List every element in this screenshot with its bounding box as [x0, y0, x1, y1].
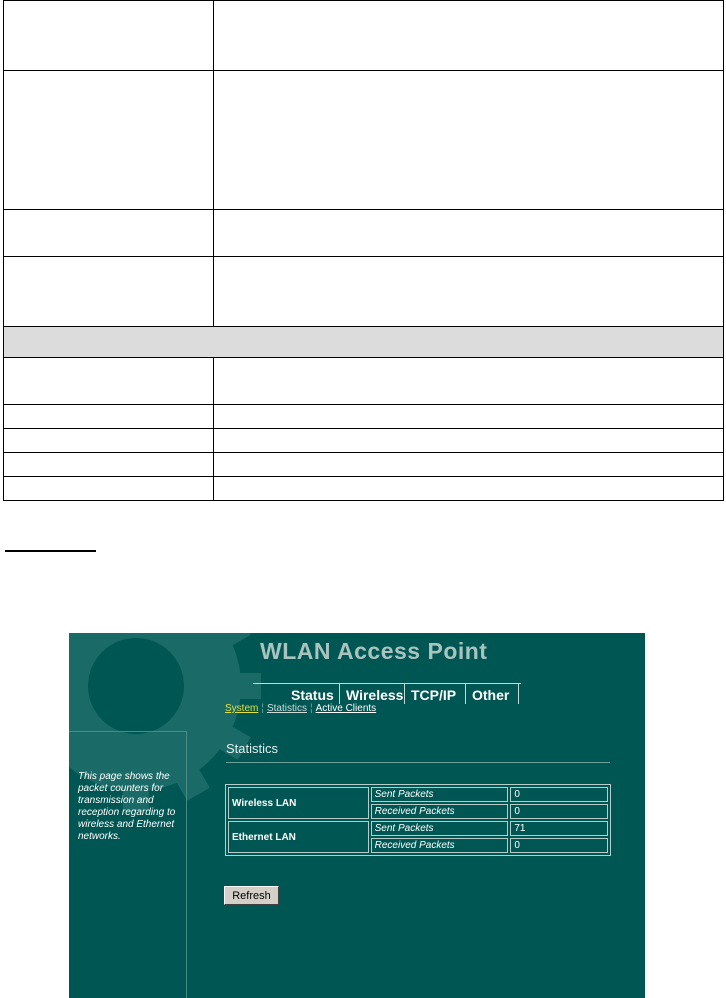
sidebar-description: This page shows the packet counters for transmission and reception regarding to wireless and Ethernet networks.: [78, 771, 176, 842]
table-row: [4, 429, 724, 453]
nav-divider: [518, 684, 519, 704]
table-cell: [214, 71, 724, 210]
subnav-separator: ¦: [261, 703, 264, 714]
table-cell: [4, 210, 214, 257]
table-cell: [4, 358, 214, 405]
table-cell: [214, 453, 724, 477]
sidebar-divider: [186, 731, 187, 998]
table-cell: [214, 257, 724, 327]
refresh-button[interactable]: Refresh: [224, 886, 279, 905]
nav-divider: [465, 684, 466, 704]
table-cell: [4, 477, 214, 501]
table-row: [4, 477, 724, 501]
page-title: Statistics: [226, 741, 279, 756]
section-cell: [4, 327, 724, 358]
table-cell: [214, 477, 724, 501]
table-cell: [4, 257, 214, 327]
tab-other[interactable]: Other: [472, 687, 510, 703]
metric-label: Sent Packets: [371, 821, 509, 836]
table-row: [4, 405, 724, 429]
metric-label: Received Packets: [371, 838, 509, 853]
table-cell: [4, 71, 214, 210]
tab-wireless[interactable]: Wireless: [346, 687, 404, 703]
metric-label: Sent Packets: [371, 787, 509, 802]
metric-label: Received Packets: [371, 804, 509, 819]
table-cell: [4, 1, 214, 71]
subnav-system-link[interactable]: System: [225, 703, 259, 714]
nav-divider: [404, 684, 405, 704]
tab-status[interactable]: Status: [291, 687, 334, 703]
table-row: [4, 71, 724, 210]
main-nav: [253, 683, 521, 704]
metric-value: 0: [510, 838, 608, 853]
metric-value: 71: [510, 821, 608, 836]
table-cell: [214, 210, 724, 257]
table-cell: [214, 1, 724, 71]
sub-nav: [225, 703, 376, 714]
table-row: [228, 821, 608, 836]
table-cell: [4, 453, 214, 477]
document-table: [3, 0, 724, 501]
subnav-statistics-link[interactable]: Statistics: [266, 703, 307, 714]
sidebar-divider: [69, 731, 187, 732]
table-cell: [214, 358, 724, 405]
table-cell: [214, 429, 724, 453]
access-point-screenshot: [69, 633, 645, 998]
table-row: [228, 787, 608, 802]
wireless-lan-label: Wireless LAN: [228, 787, 369, 819]
table-row: [4, 453, 724, 477]
table-cell: [4, 429, 214, 453]
nav-divider: [339, 684, 340, 704]
heading-divider: [226, 762, 610, 763]
subnav-separator: ¦: [309, 703, 313, 714]
table-cell: [4, 405, 214, 429]
tab-tcpip[interactable]: TCP/IP: [411, 687, 457, 703]
table-cell: [214, 405, 724, 429]
table-row: [4, 358, 724, 405]
statistics-table: [225, 784, 611, 856]
table-row: [4, 257, 724, 327]
section-heading-underline: [5, 542, 96, 552]
metric-value: 0: [510, 787, 608, 802]
table-row: [4, 1, 724, 71]
section-row: [4, 327, 724, 358]
table-row: [4, 210, 724, 257]
ethernet-lan-label: Ethernet LAN: [228, 821, 369, 853]
subnav-active-clients-link[interactable]: Active Clients: [315, 703, 377, 714]
metric-value: 0: [510, 804, 608, 819]
app-title: WLAN Access Point: [260, 638, 488, 664]
